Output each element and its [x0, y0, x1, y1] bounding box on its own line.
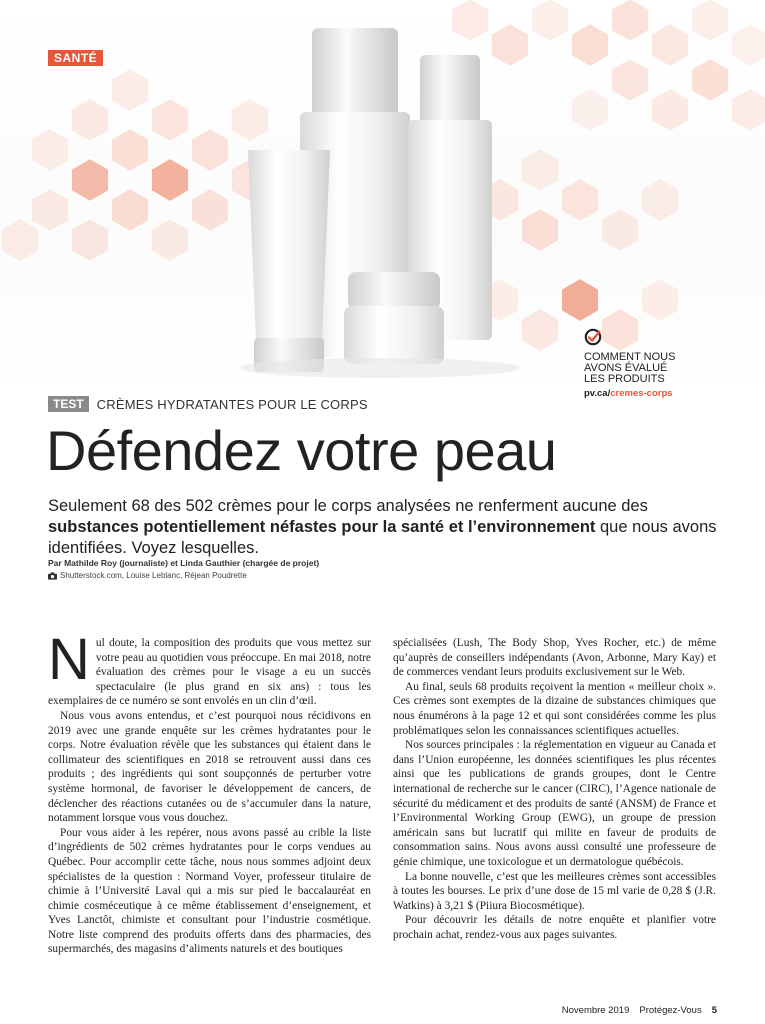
right-bottle-cap [420, 55, 480, 125]
tall-bottle-cap [312, 28, 398, 118]
paragraph: Nous vous avons entendus, et c’est pourquoi nous récidivons en 2019 avec une grande enquête sur les crèmes hydratantes pour le corps. Notre évaluation révèle que les substances qui étaient dans le collimateur des scientifiques en 2018 se retrouvent aussi dans ces produits ; des ingrédients qui sont soupçonnés de perturber votre système hormonal, de favoriser le développement de cancers, de déclencher des réactions cutanées ou de s’accumuler dans la nature, notamment lorsque vous vous douchez. [48, 709, 371, 825]
jar-lid [348, 272, 440, 310]
paragraph: Pour découvrir les détails de notre enquête et planifier votre prochain achat, rendez-vous aux pages suivantes. [393, 914, 716, 941]
methodology-link[interactable]: pv.ca/cremes-corps [584, 388, 673, 399]
test-header [48, 396, 368, 412]
page-number: 5 [711, 1005, 717, 1016]
magazine-name: Protégez-Vous [639, 1005, 702, 1016]
test-badge: TEST [48, 396, 89, 412]
paragraph: Nos sources principales : la réglementation en vigueur au Canada et dans l’Union européenne, les données scientifiques les plus récentes ainsi que les publications de grands groupes, dont le Centre international de recherche sur le cancer (CIRC), l’Agence nationale de sécurité du médicament et des produits de santé (ANSM) de France et l’Environmental Working Group (EWG), un groupe de pression américain sans but lucratif qui milite en faveur de produits de consommation sains. Nous avons aussi consulté une professeure de génie chimique, une toxicologue et un dermatologue québécois. [393, 739, 716, 868]
paragraph: Au final, seuls 68 produits reçoivent la mention « meilleur choix ». Ces crèmes sont exemptes de la dizaine de substances chimiques que nous énumérons à la page 12 et qui sont considérées comme les plus problématiques selon les connaissances scientifiques actuelles. [393, 680, 716, 737]
issue-date: Novembre 2019 [561, 1005, 630, 1016]
paragraph: Nul doute, la composition des produits que vous mettez sur votre peau au quotidien vous préoccupe. En mai 2018, notre évaluation des crèmes pour le visage a eu un succès spectaculaire (le plus grand en six ans) : tous les exemplaires de ce numéro se sont envolés en un clin d’œil. [48, 627, 371, 708]
byline: Par Mathilde Roy (journaliste) et Linda Gauthier (chargée de projet) [48, 558, 320, 568]
test-category: CRÈMES HYDRATANTES POUR LE CORPS [96, 396, 368, 412]
article-column-left [48, 627, 371, 957]
drop-cap: N [48, 627, 90, 692]
methodology-box [584, 328, 724, 399]
page-title: Défendez votre peau [46, 419, 557, 482]
methodology-text: COMMENT NOUS AVONS ÉVALUÉ LES PRODUITS [584, 351, 676, 385]
lede-paragraph: Seulement 68 des 502 crèmes pour le corps analysées ne renferment aucune des substances potentiellement néfastes pour la santé et l’environnement que nous avons identifiées. Voyez lesquelles. [48, 497, 717, 557]
jar [344, 306, 444, 364]
paragraph: spécialisées (Lush, The Body Shop, Yves Rocher, etc.) de même qu’auprès de conseillers indépendants (Avon, Arbonne, Mary Kay) et de commerces vendant leurs produits exclusivement sur le Web. [393, 637, 716, 679]
checkmark-circle-icon [584, 328, 602, 346]
paragraph: Pour vous aider à les repérer, nous avons passé au crible la liste d’ingrédients de 502 crèmes hydratantes pour le corps vendues au Québec. Pour accomplir cette tâche, nous nous sommes adjoint deux spécialistes de la question : Normand Voyer, professeur titulaire de chimie à l’Université Laval qui a mis sur pied le baccalauréat en chimie cosméceutique à ce même établissement d’enseignement, et Yves Lanctôt, chimiste et consultant pour l’industrie cosmétique. Notre liste comprend des produits offerts dans des pharmacies, des supermarchés, des magasins d’aliments naturels et des boutiques [48, 826, 371, 956]
page-footer [562, 1005, 717, 1016]
photo-credits: Shutterstock.com, Louise Leblanc, Réjean Poudrette [48, 571, 247, 580]
cream-tube [248, 150, 330, 340]
article-column-right [393, 636, 716, 942]
section-tag: SANTÉ [48, 50, 103, 66]
paragraph: La bonne nouvelle, c’est que les meilleures crèmes sont accessibles à toutes les bourses. Le prix d’une dose de 15 ml varie de 0,28 $ (J.R. Watkins) à 3,21 $ (Piiura Biocosmétique). [393, 870, 716, 912]
camera-icon [48, 572, 57, 580]
